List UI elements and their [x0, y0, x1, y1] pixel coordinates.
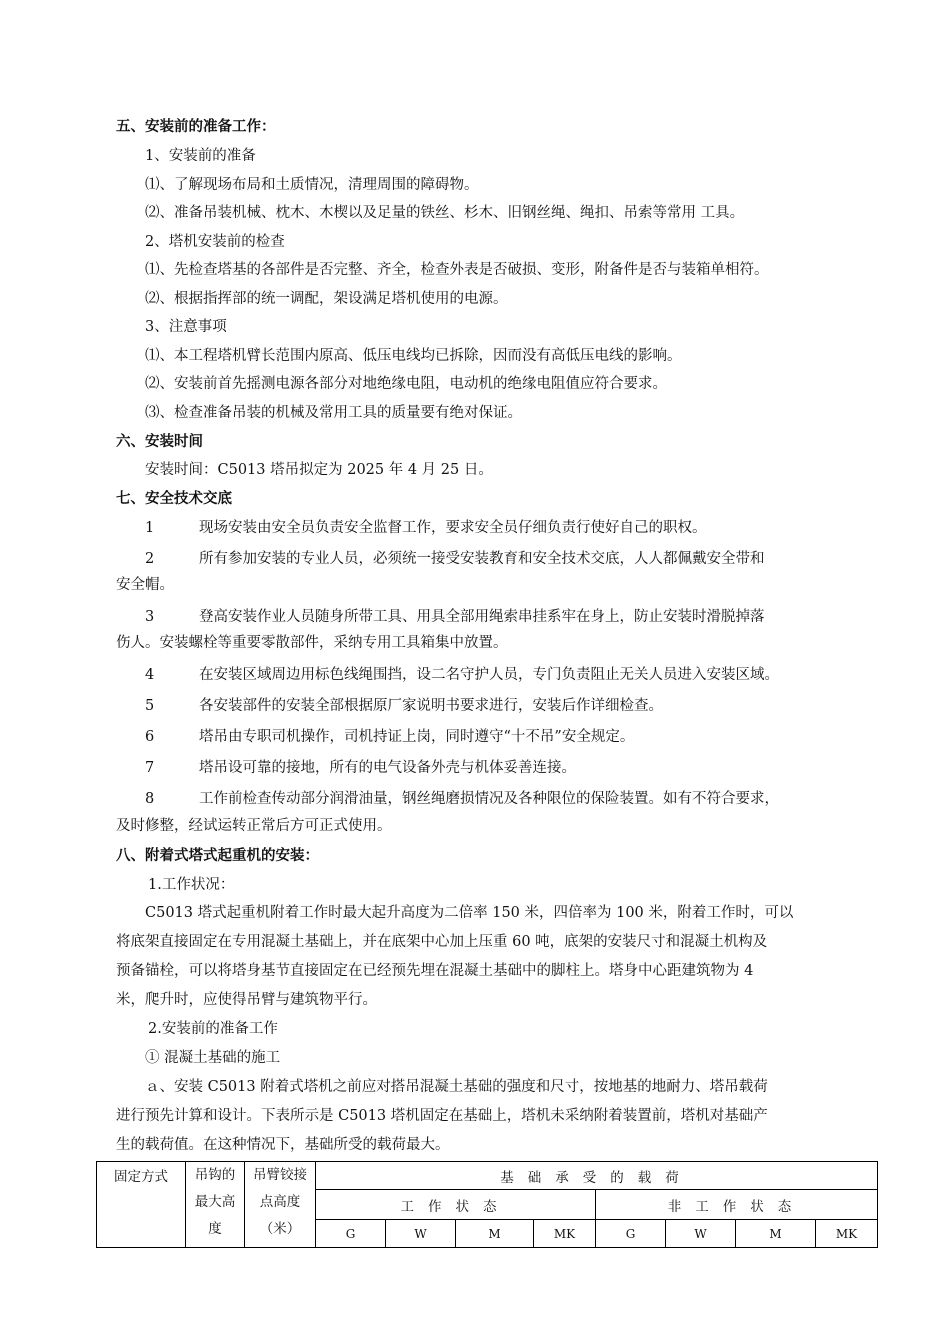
section-6-title: 六、安装时间 [116, 434, 203, 450]
section-5-sub1-item-2: ⑵、准备吊装机械、枕木、木楔以及足量的铁丝、杉木、旧钢丝绳、绳扣、吊索等常用 工具。 [145, 205, 745, 221]
section-5-sub1-item-1: ⑴、了解现场布局和土质情况，清理周围的障碍物。 [145, 177, 479, 193]
col-g-non-working: G [596, 1220, 666, 1248]
section-8-para1-line4: 米，爬升时，应使得吊臂与建筑物平行。 [116, 992, 377, 1008]
section-8-sub2: 2.安装前的准备工作 [148, 1021, 278, 1037]
safety-item-2-cont: 安全帽。 [116, 577, 174, 593]
section-8-para2-line2: 进行预先计算和设计。下表所示是 C5013 塔机固定在基础上，塔机未采纳附着装置前，塔机对基础产 [116, 1108, 768, 1124]
section-8-para2-line3: 生的载荷值。在这种情况下，基础所受的载荷最大。 [116, 1137, 450, 1153]
col-m-working: M [456, 1220, 534, 1248]
section-5-title: 五、安装前的准备工作： [116, 119, 276, 135]
col-mk-working: MK [534, 1220, 596, 1248]
safety-item-8: 8 工作前检查传动部分润滑油量，钢丝绳磨损情况及各种限位的保险装置。如有不符合要求， [145, 791, 779, 807]
section-5-sub3: 3、注意事项 [145, 319, 227, 335]
section-5-sub2: 2、塔机安装前的检查 [145, 234, 285, 250]
section-8-para1-line2: 将底架直接固定在专用混凝土基础上，并在底架中心加上压重 60 吨，底架的安装尺寸和混凝土机构及 [116, 934, 768, 950]
section-5-sub2-item-1: ⑴、先检查塔基的各部件是否完整、齐全，检查外表是否破损、变形，附备件是否与装箱单相符。 [145, 262, 769, 278]
col-m-non-working: M [736, 1220, 816, 1248]
safety-item-1: 1 现场安装由安全员负责安全监督工作，要求安全员仔细负责行使好自己的职权。 [145, 520, 707, 536]
header-jib-hinge-height: 吊臂铰接 点高度 （米） [245, 1162, 316, 1248]
header-hook-max-height: 吊钩的 最大高 度 [186, 1162, 245, 1248]
col-w-working: W [386, 1220, 456, 1248]
section-8-para1-line1: C5013 塔式起重机附着工作时最大起升高度为二倍率 150 米，四倍率为 100 米，附着工作时，可以 [145, 905, 794, 921]
section-5-sub3-item-2: ⑵、安装前首先摇测电源各部分对地绝缘电阻，电动机的绝缘电阻值应符合要求。 [145, 376, 667, 392]
section-5-sub2-item-2: ⑵、根据指挥部的统一调配，架设满足塔机使用的电源。 [145, 291, 508, 307]
section-5-sub1: 1、安装前的准备 [145, 148, 256, 164]
header-fixing-method: 固定方式 [97, 1162, 186, 1248]
header-non-working-state: 非工作状态 [596, 1190, 878, 1220]
safety-item-8-cont: 及时修整，经试运转正常后方可正式使用。 [116, 818, 392, 834]
section-8-para2-line1: ａ、安装 C5013 附着式塔机之前应对搭吊混凝土基础的强度和尺寸，按地基的地耐力、塔吊载荷 [145, 1079, 768, 1095]
col-mk-non-working: MK [816, 1220, 878, 1248]
section-8-para1-line3: 预备锚栓，可以将塔身基节直接固定在已经预先埋在混凝土基础中的脚柱上。塔身中心距建筑物为 4 [116, 963, 754, 979]
section-5-sub3-item-1: ⑴、本工程塔机臂长范围内原高、低压电线均已拆除，因而没有高低压电线的影响。 [145, 348, 682, 364]
section-6-text: 安装时间：C5013 塔吊拟定为 2025 年 4 月 25 日。 [145, 462, 493, 478]
foundation-load-table [96, 1161, 878, 1248]
safety-item-3-cont: 伤人。安装螺栓等重要零散部件，采纳专用工具箱集中放置。 [116, 635, 508, 651]
section-8-sub2a: ① 混凝土基础的施工 [145, 1050, 281, 1066]
safety-item-5: 5 各安装部件的安装全部根据原厂家说明书要求进行，安装后作详细检查。 [145, 698, 663, 714]
section-7-title: 七、安全技术交底 [116, 491, 232, 507]
safety-item-4: 4 在安装区域周边用标色线绳围挡，设二名守护人员，专门负责阻止无关人员进入安装区域。 [145, 667, 779, 683]
col-w-non-working: W [666, 1220, 736, 1248]
safety-item-7: 7 塔吊设可靠的接地，所有的电气设备外壳与机体妥善连接。 [145, 760, 576, 776]
header-working-state: 工作状态 [316, 1190, 596, 1220]
safety-item-2: 2 所有参加安装的专业人员，必须统一接受安装教育和安全技术交底，人人都佩戴安全带和 [145, 551, 765, 567]
section-5-sub3-item-3: ⑶、检查准备吊装的机械及常用工具的质量要有绝对保证。 [145, 405, 522, 421]
section-8-title: 八、附着式塔式起重机的安装： [116, 848, 319, 864]
safety-item-3: 3 登高安装作业人员随身所带工具、用具全部用绳索串挂系牢在身上，防止安装时滑脱掉落 [145, 609, 765, 625]
safety-item-6: 6 塔吊由专职司机操作，司机持证上岗，同时遵守“十不吊”安全规定。 [145, 729, 635, 745]
header-foundation-load: 基础承受的载荷 [316, 1162, 878, 1190]
col-g-working: G [316, 1220, 386, 1248]
section-8-sub1: 1.工作状况： [148, 877, 235, 893]
